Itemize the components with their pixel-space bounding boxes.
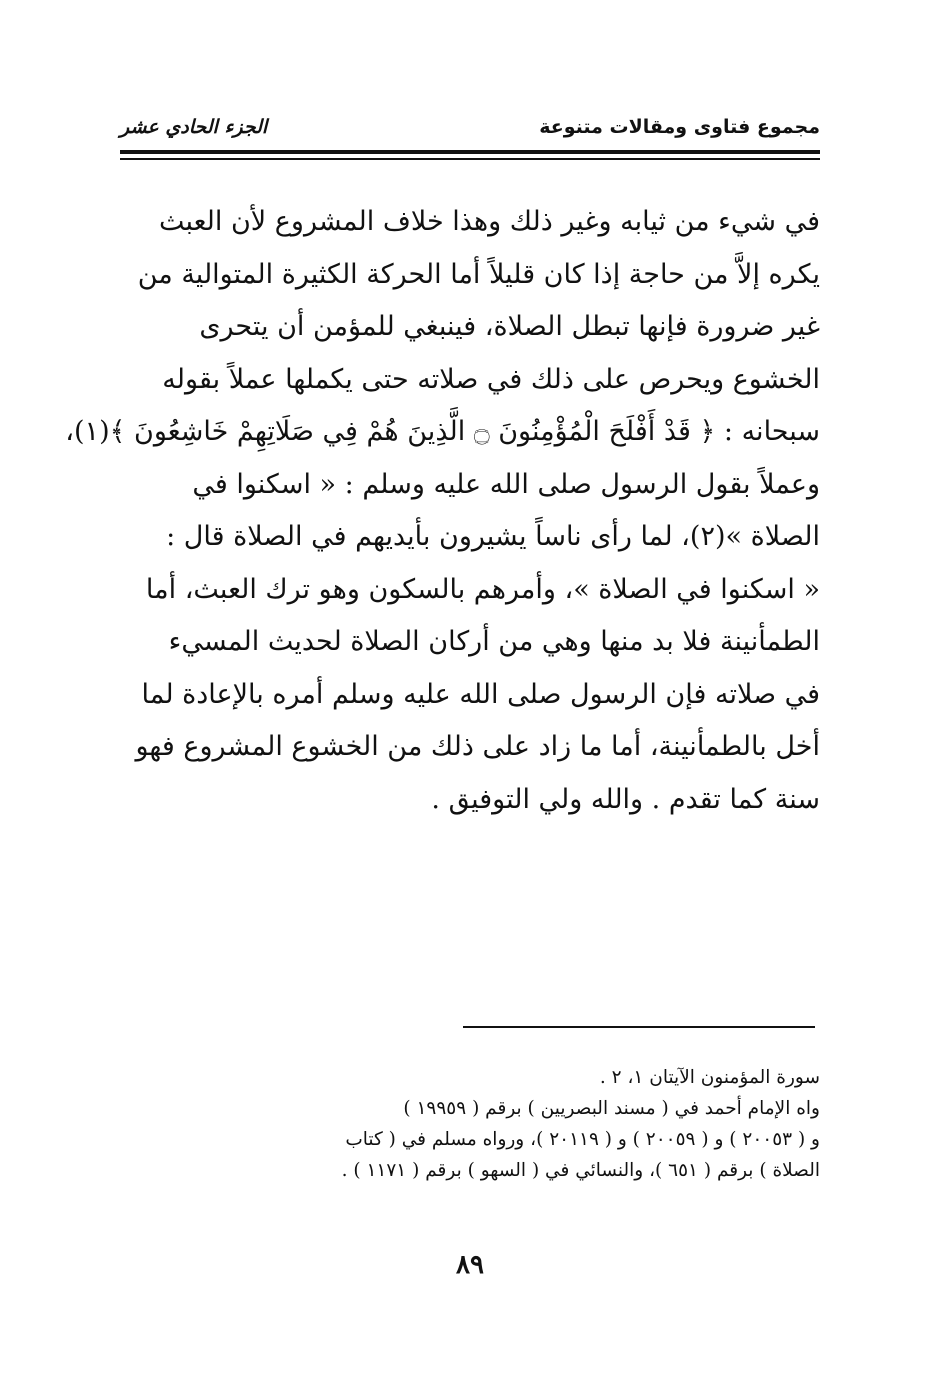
text-line: غير ضرورة فإنها تبطل الصلاة، فينبغي للمؤمن أن يتحرى: [199, 311, 820, 342]
footnote-line: واه الإمام أحمد في ( مسند البصريين ) برقم ( ١٩٩٥٩ ): [403, 1098, 820, 1119]
footnote-separator: [463, 1026, 815, 1028]
running-header: [120, 112, 820, 146]
text-line: أخل بالطمأنينة، أما ما زاد على ذلك من الخشوع المشروع فهو: [135, 731, 820, 762]
header-rule-thin: [120, 158, 820, 160]
text-line: في شيء من ثيابه وغير ذلك وهذا خلاف المشروع لأن العبث: [158, 206, 820, 237]
text-line: « اسكنوا في الصلاة »، وأمرهم بالسكون وهو ترك العبث، أما: [145, 573, 820, 605]
text-line: وعملاً بقول الرسول صلى الله عليه وسلم : « اسكنوا في: [192, 468, 820, 500]
text-line: سبحانه : ﴿ قَدْ أَفْلَحَ الْمُؤْمِنُونَ ۝ الَّذِينَ هُمْ فِي صَلَاتِهِمْ خَاشِعُونَ ﴾(١)،: [65, 416, 820, 447]
page-number: ٨٩: [456, 1250, 484, 1280]
footnotes: [118, 1062, 820, 1186]
text-line: في صلاته فإن الرسول صلى الله عليه وسلم أمره بالإعادة لما: [141, 678, 820, 710]
volume-label: الجزء الحادي عشر: [120, 116, 268, 138]
text-line: يكره إلاَّ من حاجة إذا كان قليلاً أما الحركة الكثيرة المتوالية من: [137, 258, 820, 290]
main-text: [65, 196, 820, 826]
book-title: مجموع فتاوى ومقالات متنوعة: [539, 116, 820, 138]
text-line: الطمأنينة فلا بد منها وهي من أركان الصلاة لحديث المسيء: [168, 626, 820, 657]
footnote-line: سورة المؤمنون الآيتان ١، ٢ .: [599, 1067, 820, 1088]
text-line: الصلاة »(٢)، لما رأى ناساً يشيرون بأيديهم في الصلاة قال :: [166, 521, 820, 552]
footnote-line: و ( ٢٠٠٥٣ ) و ( ٢٠٠٥٩ ) و ( ٢٠١١٩ )، ورواه مسلم في ( كتاب: [345, 1129, 820, 1150]
footnote-line: الصلاة ) برقم ( ٦٥١ )، والنسائي في ( السهو ) برقم ( ١١٧١ ) .: [341, 1160, 820, 1181]
text-line: الخشوع ويحرص على ذلك في صلاته حتى يكملها عملاً بقوله: [162, 363, 820, 395]
text-line: سنة كما تقدم . والله ولي التوفيق .: [431, 783, 820, 815]
header-rule-thick: [120, 150, 820, 154]
